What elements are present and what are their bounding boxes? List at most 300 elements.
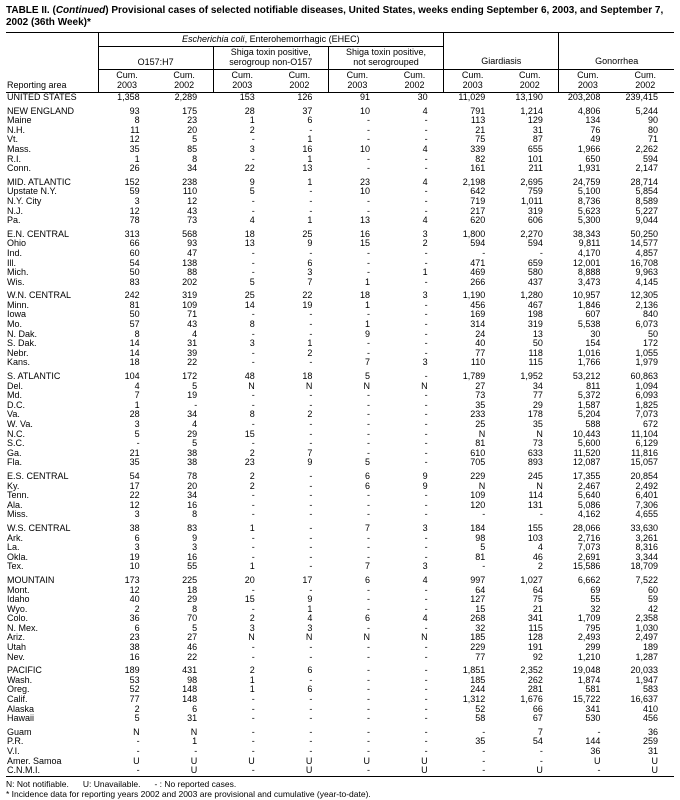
- value-cell: 4: [307, 614, 313, 624]
- value-cell: 5: [480, 543, 486, 553]
- value-cell: 128: [527, 633, 543, 643]
- reporting-area-cell: Del.: [7, 381, 24, 391]
- value-cell: 114: [528, 491, 543, 501]
- column-header-cum: Cum. 2002: [156, 70, 214, 93]
- value-cell: 46: [532, 552, 543, 562]
- value-cell: 11: [130, 125, 140, 135]
- value-cell: 9: [249, 177, 255, 187]
- value-cell: 5,600: [577, 439, 601, 449]
- value-cell: 2: [249, 666, 255, 676]
- value-cell: 98: [187, 675, 198, 685]
- header-row-groups: [6, 33, 674, 47]
- value-cell: -: [309, 727, 313, 737]
- value-cell: 78: [129, 216, 140, 226]
- value-cell: 40: [475, 339, 486, 349]
- value-cell: 73: [532, 439, 543, 449]
- table-row: [6, 358, 674, 368]
- value-cell: U: [536, 766, 543, 776]
- table-row: [6, 676, 674, 686]
- value-cell: -: [424, 737, 428, 747]
- value-cell: 1,214: [520, 106, 543, 116]
- value-cell: 610: [470, 448, 486, 458]
- value-cell: -: [366, 685, 370, 695]
- value-cell: 60: [648, 585, 659, 595]
- value-cell: 5: [192, 381, 198, 391]
- value-cell: N: [248, 381, 255, 391]
- value-cell: 53: [129, 675, 140, 685]
- reporting-area-cell: MOUNTAIN: [7, 575, 55, 585]
- value-cell: 15,057: [630, 458, 659, 468]
- value-cell: 38: [187, 458, 198, 468]
- value-cell: 2,467: [577, 481, 601, 491]
- value-cell: -: [424, 310, 428, 320]
- value-cell: 34: [187, 164, 198, 174]
- value-cell: U: [305, 756, 313, 766]
- column-header-cum: Cum. 2003: [559, 70, 617, 93]
- legend-not-notifiable: N: Not notifiable.: [6, 778, 69, 789]
- value-cell: 30: [590, 329, 601, 339]
- table-row: [6, 501, 674, 511]
- value-cell: 129: [527, 116, 543, 126]
- value-cell: -: [424, 510, 428, 520]
- value-cell: -: [482, 562, 486, 572]
- value-cell: 43: [187, 320, 198, 330]
- reporting-area-cell: N. Dak.: [7, 329, 38, 339]
- ehec-label-rest: , Enterohemorrhagic (EHEC): [244, 34, 360, 44]
- value-cell: 16,708: [630, 258, 659, 268]
- reporting-area-cell: Idaho: [7, 595, 30, 605]
- value-cell: -: [366, 704, 370, 714]
- value-cell: 35: [532, 420, 543, 429]
- table-row: [6, 643, 674, 653]
- reporting-area-cell: N.J.: [7, 206, 24, 216]
- value-cell: -: [366, 595, 370, 605]
- value-cell: 1,874: [577, 675, 601, 685]
- legend-unavailable: U: Unavailable.: [82, 778, 141, 789]
- header-row-cum: [6, 70, 674, 93]
- table-row: [6, 216, 674, 226]
- value-cell: 997: [470, 575, 486, 585]
- reporting-area-cell: Upstate N.Y.: [7, 187, 57, 197]
- value-cell: -: [366, 552, 370, 562]
- table-row: [6, 510, 674, 520]
- value-cell: -: [309, 714, 313, 724]
- value-cell: -: [482, 747, 486, 756]
- value-cell: 153: [239, 92, 255, 102]
- reporting-area-cell: Tex.: [7, 562, 24, 572]
- value-cell: 1: [307, 604, 313, 614]
- value-cell: -: [424, 300, 428, 310]
- value-cell: 28: [244, 106, 255, 116]
- value-cell: 4: [192, 420, 198, 429]
- value-cell: 1,979: [635, 358, 659, 368]
- value-cell: 9: [364, 329, 370, 339]
- value-cell: 38: [129, 643, 140, 653]
- table-row: [6, 401, 674, 411]
- value-cell: 314: [470, 320, 486, 330]
- table-row: [6, 595, 674, 605]
- value-cell: -: [251, 491, 255, 501]
- value-cell: 1,846: [577, 300, 601, 310]
- reporting-area-cell: D.C.: [7, 400, 25, 410]
- value-cell: U: [190, 766, 198, 776]
- value-cell: 5: [249, 277, 255, 287]
- value-cell: -: [424, 685, 428, 695]
- value-cell: 26: [129, 164, 140, 174]
- value-cell: 42: [648, 604, 659, 614]
- reporting-area-cell: W.N. CENTRAL: [7, 291, 72, 301]
- value-cell: 37: [302, 106, 313, 116]
- reporting-area-cell: Oreg.: [7, 685, 30, 695]
- value-cell: -: [251, 329, 255, 339]
- table-row: [6, 685, 674, 695]
- value-cell: 456: [643, 714, 659, 724]
- value-cell: 184: [470, 523, 486, 533]
- value-cell: -: [424, 533, 428, 543]
- value-cell: 34: [532, 381, 543, 391]
- value-cell: 81: [475, 552, 486, 562]
- value-cell: 36: [590, 747, 601, 756]
- value-cell: 20: [187, 481, 198, 491]
- table-row: [6, 543, 674, 553]
- value-cell: -: [251, 310, 255, 320]
- table-row: [6, 534, 674, 544]
- value-cell: 53,212: [572, 372, 601, 382]
- value-cell: 281: [527, 685, 543, 695]
- value-cell: 5: [192, 439, 198, 449]
- value-cell: 530: [585, 714, 601, 724]
- value-cell: 24,759: [572, 177, 601, 187]
- value-cell: 8: [134, 116, 140, 126]
- table-row: [6, 107, 674, 117]
- value-cell: 52: [475, 704, 486, 714]
- value-cell: -: [251, 543, 255, 553]
- value-cell: 3: [249, 339, 255, 349]
- value-cell: 583: [643, 685, 659, 695]
- table-header: [6, 33, 674, 93]
- value-cell: 8: [249, 320, 255, 330]
- value-cell: -: [424, 552, 428, 562]
- value-cell: -: [309, 196, 313, 206]
- value-cell: -: [309, 500, 313, 510]
- value-cell: -: [309, 400, 313, 410]
- value-cell: -: [424, 429, 428, 439]
- value-cell: -: [309, 471, 313, 481]
- value-cell: 22: [187, 358, 198, 368]
- value-cell: 58: [475, 714, 486, 724]
- value-cell: U: [305, 766, 313, 776]
- value-cell: 239,415: [625, 92, 659, 102]
- value-cell: 1,030: [635, 623, 659, 633]
- value-cell: -: [366, 196, 370, 206]
- value-cell: 15: [244, 429, 255, 439]
- value-cell: 606: [527, 216, 543, 226]
- table-row: [6, 93, 674, 103]
- value-cell: 8: [192, 604, 198, 614]
- value-cell: 69: [590, 585, 601, 595]
- value-cell: 8: [134, 329, 140, 339]
- value-cell: 650: [585, 154, 601, 164]
- value-cell: 103: [527, 533, 543, 543]
- value-cell: 2: [307, 410, 313, 420]
- value-cell: 19: [129, 552, 140, 562]
- value-cell: 2: [537, 562, 543, 572]
- value-cell: -: [366, 164, 370, 174]
- value-cell: -: [309, 552, 313, 562]
- value-cell: 3: [422, 291, 428, 301]
- value-cell: 1: [307, 216, 313, 226]
- value-cell: 4,162: [577, 510, 601, 520]
- value-cell: N: [248, 633, 255, 643]
- column-header-cum: Cum. 2002: [501, 70, 559, 93]
- value-cell: 2,262: [635, 144, 659, 154]
- value-cell: 1,931: [577, 164, 601, 174]
- value-cell: 2: [249, 448, 255, 458]
- value-cell: -: [309, 248, 313, 258]
- value-cell: 339: [470, 144, 486, 154]
- value-cell: 22: [302, 291, 313, 301]
- table-row: [6, 230, 674, 240]
- value-cell: 185: [470, 675, 486, 685]
- value-cell: 104: [124, 372, 140, 382]
- reporting-area-cell: Ark.: [7, 533, 24, 543]
- value-cell: 1: [134, 154, 140, 164]
- value-cell: -: [309, 737, 313, 747]
- table-row: [6, 605, 674, 615]
- table-row: [6, 553, 674, 563]
- value-cell: 14,577: [630, 239, 659, 249]
- value-cell: 1,851: [462, 666, 486, 676]
- value-cell: 67: [532, 714, 543, 724]
- value-cell: 54: [129, 471, 140, 481]
- value-cell: 16: [187, 552, 198, 562]
- value-cell: 5: [364, 372, 370, 382]
- value-cell: 672: [643, 420, 659, 429]
- value-cell: 71: [648, 135, 659, 145]
- table-row: [6, 728, 674, 738]
- legend-no-reported-cases: - : No reported cases.: [154, 778, 237, 789]
- value-cell: -: [309, 358, 313, 368]
- value-cell: 580: [527, 268, 543, 278]
- value-cell: 77: [475, 652, 486, 662]
- value-cell: 2: [134, 604, 140, 614]
- value-cell: 38: [187, 448, 198, 458]
- value-cell: 18: [302, 372, 313, 382]
- value-cell: -: [424, 206, 428, 216]
- value-cell: -: [309, 543, 313, 553]
- value-cell: -: [366, 125, 370, 135]
- reporting-area-cell: W. Va.: [7, 420, 33, 429]
- value-cell: U: [421, 756, 428, 766]
- value-cell: 27: [475, 381, 486, 391]
- value-cell: 1,094: [635, 381, 659, 391]
- value-cell: 32: [590, 604, 601, 614]
- value-cell: 54: [129, 258, 140, 268]
- table-row: [6, 291, 674, 301]
- value-cell: -: [251, 737, 255, 747]
- table-row: [6, 766, 674, 776]
- reporting-area-cell: Utah: [7, 643, 27, 653]
- value-cell: 1,587: [577, 400, 601, 410]
- value-cell: 75: [475, 135, 486, 145]
- value-cell: 29: [187, 429, 198, 439]
- reporting-area-cell: Ky.: [7, 481, 20, 491]
- value-cell: 36: [648, 727, 659, 737]
- value-cell: 9: [422, 471, 428, 481]
- value-cell: U: [133, 756, 140, 766]
- value-cell: 73: [187, 216, 198, 226]
- value-cell: 1,947: [635, 675, 659, 685]
- value-cell: 2: [249, 125, 255, 135]
- value-cell: -: [539, 510, 543, 520]
- value-cell: 55: [187, 562, 198, 572]
- reporting-area-cell: Wash.: [7, 675, 33, 685]
- value-cell: 5,854: [635, 187, 659, 197]
- value-cell: 4: [134, 381, 140, 391]
- value-cell: 5: [192, 135, 198, 145]
- value-cell: 1: [307, 154, 313, 164]
- value-cell: 18: [244, 229, 255, 239]
- value-cell: -: [424, 258, 428, 268]
- value-cell: 1,210: [577, 652, 601, 662]
- title-rest: ) Provisional cases of selected notifiable diseases, United States, weeks ending September 6, 2003, and September 7, 2002 (36th Week)*: [6, 5, 664, 28]
- reporting-area-cell: Mich.: [7, 268, 29, 278]
- table-row: [6, 491, 674, 501]
- value-cell: 9: [422, 481, 428, 491]
- reporting-area-cell: Wyo.: [7, 604, 28, 614]
- value-cell: -: [309, 523, 313, 533]
- value-cell: -: [366, 643, 370, 653]
- value-cell: 9: [192, 533, 198, 543]
- table-row: [6, 482, 674, 492]
- value-cell: -: [539, 756, 543, 766]
- value-cell: 6: [364, 471, 370, 481]
- value-cell: 93: [129, 106, 140, 116]
- value-cell: 1,709: [577, 614, 601, 624]
- value-cell: -: [251, 400, 255, 410]
- value-cell: -: [366, 400, 370, 410]
- subgroup-header: Shiga toxin positive, not serogrouped: [328, 47, 443, 70]
- value-cell: 4: [422, 614, 428, 624]
- reporting-area-cell: C.N.M.I.: [7, 766, 40, 776]
- value-cell: -: [309, 675, 313, 685]
- value-cell: -: [366, 116, 370, 126]
- value-cell: 8,589: [635, 196, 659, 206]
- value-cell: 17,355: [572, 471, 601, 481]
- value-cell: 23: [244, 458, 255, 468]
- value-cell: 2,691: [577, 552, 601, 562]
- value-cell: 3: [134, 196, 140, 206]
- value-cell: U: [421, 766, 428, 776]
- value-cell: 12: [129, 585, 140, 595]
- giardiasis-header: Giardiasis: [444, 33, 559, 70]
- value-cell: 1: [307, 339, 313, 349]
- value-cell: 642: [470, 187, 486, 197]
- value-cell: -: [424, 410, 428, 420]
- value-cell: 4: [192, 329, 198, 339]
- column-header-cum: Cum. 2003: [213, 70, 271, 93]
- value-cell: 211: [528, 164, 543, 174]
- title-continued: Continued: [55, 5, 106, 16]
- value-cell: 155: [527, 523, 543, 533]
- reporting-area-cell: Pa.: [7, 216, 21, 226]
- value-cell: 2: [422, 239, 428, 249]
- reporting-area-cell: Md.: [7, 391, 23, 401]
- value-cell: 3,344: [635, 552, 659, 562]
- value-cell: -: [424, 500, 428, 510]
- table-row: [6, 705, 674, 715]
- value-cell: 32: [475, 623, 486, 633]
- table-row: [6, 320, 674, 330]
- value-cell: 437: [527, 277, 543, 287]
- value-cell: N: [363, 381, 370, 391]
- value-cell: 83: [129, 277, 140, 287]
- value-cell: 22: [187, 652, 198, 662]
- value-cell: -: [251, 533, 255, 543]
- value-cell: 50: [648, 329, 659, 339]
- value-cell: 202: [182, 277, 198, 287]
- value-cell: 341: [585, 704, 601, 714]
- value-cell: -: [136, 766, 140, 776]
- value-cell: 10: [359, 144, 370, 154]
- value-cell: 16: [129, 652, 140, 662]
- value-cell: 17: [302, 575, 313, 585]
- reporting-area-cell: Minn.: [7, 300, 30, 310]
- value-cell: 17: [129, 481, 140, 491]
- table-body: [6, 93, 674, 777]
- table-title: [6, 5, 674, 29]
- value-cell: 77: [129, 695, 140, 705]
- value-cell: 115: [528, 623, 543, 633]
- value-cell: -: [309, 704, 313, 714]
- table-row: [6, 164, 674, 174]
- value-cell: -: [366, 154, 370, 164]
- value-cell: -: [424, 339, 428, 349]
- value-cell: 8,888: [577, 268, 601, 278]
- value-cell: 217: [470, 206, 486, 216]
- value-cell: 3: [192, 543, 198, 553]
- value-cell: 20,033: [630, 666, 659, 676]
- value-cell: 28: [129, 410, 140, 420]
- value-cell: -: [309, 420, 313, 429]
- value-cell: -: [309, 125, 313, 135]
- value-cell: -: [366, 652, 370, 662]
- value-cell: 1,676: [520, 695, 543, 705]
- value-cell: N: [536, 429, 543, 439]
- value-cell: 6: [364, 481, 370, 491]
- value-cell: -: [366, 391, 370, 401]
- value-cell: -: [424, 704, 428, 714]
- value-cell: 6: [192, 704, 198, 714]
- value-cell: U: [363, 756, 370, 766]
- value-cell: -: [482, 756, 486, 766]
- value-cell: 20: [187, 125, 198, 135]
- reporting-area-cell: Guam: [7, 727, 32, 737]
- value-cell: -: [366, 420, 370, 429]
- table-row: [6, 382, 674, 392]
- value-cell: -: [366, 533, 370, 543]
- value-cell: 594: [643, 154, 659, 164]
- value-cell: -: [366, 491, 370, 501]
- reporting-area-cell: Ind.: [7, 248, 23, 258]
- value-cell: 35: [129, 144, 140, 154]
- value-cell: -: [424, 604, 428, 614]
- value-cell: 54: [532, 737, 543, 747]
- table-row: [6, 695, 674, 705]
- value-cell: 25: [302, 229, 313, 239]
- value-cell: 23: [187, 116, 198, 126]
- value-cell: 38,343: [572, 229, 601, 239]
